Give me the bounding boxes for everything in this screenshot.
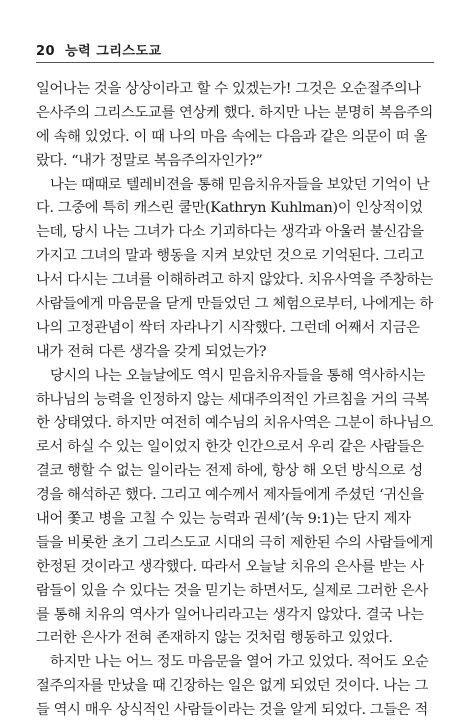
body-text	[36, 78, 434, 723]
page-number: 20	[36, 44, 56, 59]
text-line: 랐다. “내가 정말로 복음주의자인가?”	[36, 152, 263, 169]
text-line: 다. 그중에 특히 캐스린 쿨만(Kathryn Kuhlman)이 인상적이었	[36, 200, 423, 217]
paragraph-first-line: 하지만 나는 어느 정도 마음문을 열어 가고 있었다. 적어도 오순	[50, 654, 429, 671]
text-line: 사람들에게 마음문을 닫게 만들었던 그 체험으로부터, 나에게는 하	[36, 296, 433, 313]
text-line: 한 상태였다. 하지만 여전히 예수님의 치유사역은 그분이 하나님으	[36, 415, 433, 432]
paragraph-first-line: 당시의 나는 오늘날에도 역시 믿음치유자들을 통해 역사하시는	[50, 367, 426, 384]
text-line: 절주의자를 만났을 때 긴장하는 일은 없게 되었던 것이다. 나는 그	[36, 678, 428, 695]
text-line: 들 역시 매우 상식적인 사람들이라는 것을 알게 되었다. 그들은 적	[36, 702, 428, 719]
header-divider	[36, 62, 434, 63]
text-line: 나의 고정관념이 싹터 자라나기 시작했다. 그런데 어째서 지금은	[36, 319, 420, 336]
text-line: 를 통해 치유의 역사가 일어나리라고는 생각지 않았다. 결국 나는	[36, 606, 424, 623]
text-line: 로서 하실 수 있는 일이었지 한갓 인간으로서 우리 같은 사람들은	[36, 439, 424, 456]
text-line: 는데, 당시 나는 그녀가 다소 기괴하다는 생각과 아울러 불신감을	[36, 224, 424, 241]
text-line: 가지고 그녀의 말과 행동을 지켜 보았던 것으로 기억된다. 그리고	[36, 248, 424, 265]
text-line: 나서 다시는 그녀를 이해하려고 하지 않았다. 치유사역을 주창하는	[36, 272, 433, 289]
text-line: 그러한 은사가 전혀 존재하지 않는 것처럼 행동하고 있었다.	[36, 630, 393, 647]
running-title: 능력 그리스도교	[65, 44, 162, 59]
text-line: 내어 쫓고 병을 고칠 수 있는 능력과 권세’(눅 9:1)는 단지 제자	[36, 511, 411, 528]
text-line: 결코 행할 수 없는 일이라는 전제 하에, 항상 해 오던 방식으로 성	[36, 463, 423, 480]
text-line: 에 속해 있었다. 이 때 나의 마음 속에는 다음과 같은 의문이 떠 올	[36, 128, 428, 145]
text-line: 람들이 있을 수 있다는 것을 믿기는 하면서도, 실제로 그러한 은사	[36, 582, 428, 599]
running-header	[36, 40, 162, 59]
text-line: 은사주의 그리스도교를 연상케 했다. 하지만 나는 분명히 복음주의	[36, 104, 433, 121]
text-line: 내가 전혀 다른 생각을 갖게 되었는가?	[36, 343, 267, 360]
text-line: 하나님의 능력을 인정하지 않는 세대주의적인 가르침을 거의 극복	[36, 391, 429, 408]
text-line: 경을 해석하곤 했다. 그리고 예수께서 제자들에게 주셨던 ‘귀신을	[36, 487, 424, 504]
text-line: 한정된 것이라고 생각했다. 따라서 오늘날 치유의 은사를 받는 사	[36, 558, 424, 575]
text-line: 들을 비롯한 초기 그리스도교 시대의 극히 제한된 수의 사람들에게	[36, 534, 433, 551]
paragraph-first-line: 나는 때때로 텔레비젼을 통해 믿음치유자들을 보았던 기억이 난	[50, 176, 430, 193]
text-line: 일어나는 것을 상상이라고 할 수 있겠는가! 그것은 오순절주의나	[36, 81, 421, 97]
